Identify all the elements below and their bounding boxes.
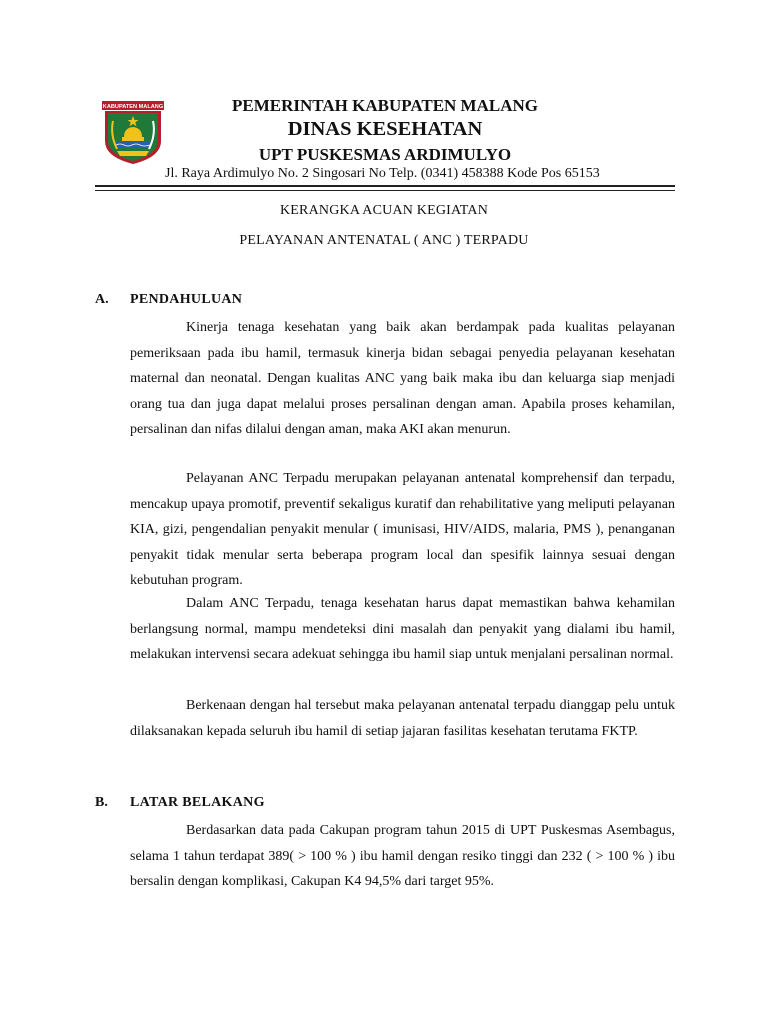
section-number: B.	[95, 795, 108, 810]
paragraph: Dalam ANC Terpadu, tenaga kesehatan harus dapat memastikan bahwa kehamilan berlangsung normal, mampu mendeteksi dini masalah dan penyakit yang dialami ibu hamil, melakukan intervensi secara adekuat sehingga ibu hamil siap untuk menjalani persalinan normal.	[130, 596, 675, 662]
header-divider-thick	[95, 185, 675, 187]
unit-name: UPT PUSKESMAS ARDIMULYO	[258, 145, 512, 164]
government-name: PEMERINTAH KABUPATEN MALANG	[232, 96, 538, 115]
paragraph: Berdasarkan data pada Cakupan program tahun 2015 di UPT Puskesmas Asembagus, selama 1 tahun terdapat 389( > 100 % ) ibu hamil dengan resiko tinggi dan 232 ( > 100 % ) ibu bersalin dengan komplikasi, Cakupan K4 94,5% dari target 95%.	[130, 823, 675, 889]
section-heading: LATAR BELAKANG	[130, 795, 265, 810]
department-name: DINAS KESEHATAN	[287, 118, 483, 140]
section-number: A.	[95, 292, 109, 307]
section-heading: PENDAHULUAN	[130, 292, 243, 307]
header-divider-thin	[95, 190, 675, 191]
document-subtitle: PELAYANAN ANTENATAL ( ANC ) TERPADU	[239, 233, 529, 248]
address-line: Jl. Raya Ardimulyo No. 2 Singosari No Telp. (0341) 458388 Kode Pos 65153	[165, 166, 600, 181]
paragraph: Kinerja tenaga kesehatan yang baik akan berdampak pada kualitas pelayanan pemeriksaan pada ibu hamil, termasuk kinerja bidan sebagai penyedia pelayanan kesehatan maternal dan neonatal. Dengan kualitas ANC yang baik maka ibu dan keluarga siap menjadi orang tua dan juga dapat melalui proses persalinan dengan aman. Apabila proses kehamilan, persalinan dan nifas dilalui dengan aman, maka AKI akan menurun.	[130, 320, 675, 437]
paragraph: Berkenaan dengan hal tersebut maka pelayanan antenatal terpadu dianggap pelu untuk dilaksanakan kepada seluruh ibu hamil di setiap jajaran fasilitas kesehatan terutama FKTP.	[130, 698, 675, 739]
logo-caption: KABUPATEN MALANG	[102, 104, 164, 110]
paragraph: Pelayanan ANC Terpadu merupakan pelayanan antenatal komprehensif dan terpadu, mencakup upaya promotif, preventif sekaligus kuratif dan rehabilitative yang meliputi pelayanan KIA, gizi, pengendalian penyakit menular ( imunisasi, HIV/AIDS, malaria, PMS ), penanganan penyakit tidak menular serta beberapa program local dan spesifik lainnya sesuai dengan kebutuhan program.	[130, 471, 675, 588]
document-title: KERANGKA ACUAN KEGIATAN	[279, 203, 489, 218]
